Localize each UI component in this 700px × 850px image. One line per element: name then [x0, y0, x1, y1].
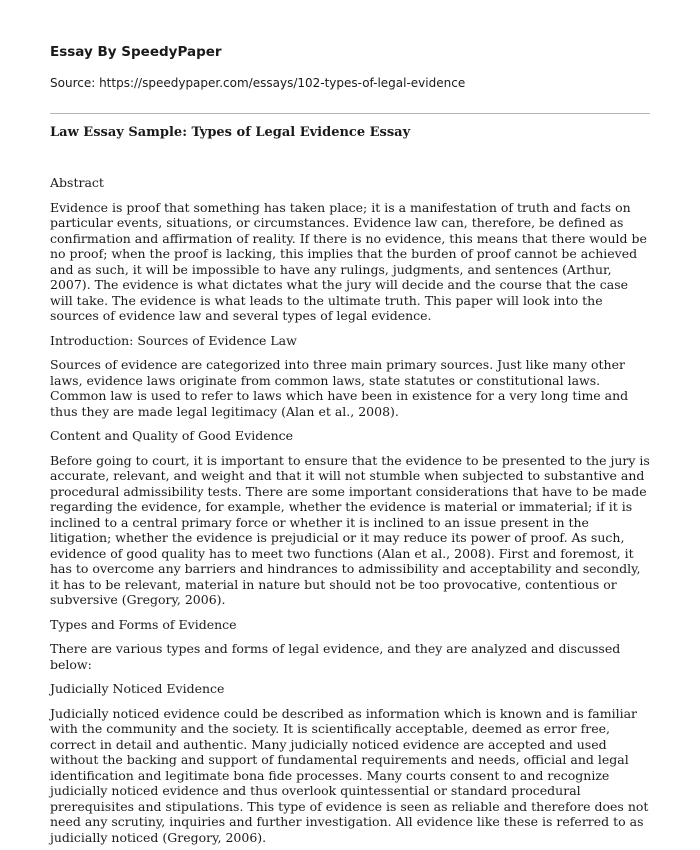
section-judicially-noticed: [50, 681, 650, 845]
section-paragraph: There are various types and forms of legal evidence, and they are analyzed and discussed below:: [50, 641, 621, 672]
section-heading: Content and Quality of Good Evidence: [50, 428, 294, 443]
header-divider: [50, 113, 650, 114]
document-header: [50, 0, 650, 91]
section-paragraph: Judicially noticed evidence could be described as information which is known and is familiar with the community and the society. It is scientifically acceptable, deemed as error free, correct in detail and authentic. Many judicially noticed evidence are accepted and used without the backing and support of fundamental requirements and needs, official and legal identification and legitimate bona fide processes. Many courts consent to and recognize judicially noticed evidence and thus overlook quintessential or standard procedural prerequisites and stipulations. This type of evidence is seen as reliable and therefore does not need any scrutiny, inquiries and further investigation. All evidence like these is referred to as judicially noticed (Gregory, 2006).: [50, 705, 649, 845]
section-abstract: [50, 175, 650, 324]
section-types-forms: [50, 617, 650, 673]
site-title: Essay By SpeedyPaper: [50, 44, 222, 60]
essay-title: Law Essay Sample: Types of Legal Evidence Essay: [50, 125, 411, 140]
section-heading: Types and Forms of Evidence: [50, 616, 237, 632]
section-paragraph: Evidence is proof that something has taken place; it is a manifestation of truth and facts on particular events, situations, or circumstances. Evidence law can, therefore, be defined as confirmation and affirmation of reality. If there is no evidence, this means that there would be no proof; when the proof is lacking, this implies that the burden of proof cannot be achieved and as such, it will be impossible to have any rulings, judgments, and sentences (Arthur, 2007). The evidence is what dictates what the jury will decide and the course that the case will take. The evidence is what leads to the ultimate truth. This paper will look into the sources of evidence law and several types of legal evidence.: [50, 199, 647, 323]
section-heading: Introduction: Sources of Evidence Law: [50, 332, 297, 348]
section-content-quality: [50, 428, 650, 608]
section-introduction: [50, 333, 650, 420]
section-heading: Judicially Noticed Evidence: [50, 681, 225, 696]
section-paragraph: Sources of evidence are categorized into three main primary sources. Just like many other laws, evidence laws originate from common laws, state statutes or constitutional laws. Common law is used to refer to laws which have been in existence for a very long time and thus they are made legal legitimacy (Alan et al., 2008).: [50, 357, 629, 419]
section-heading: Abstract: [50, 175, 104, 190]
source-line: Source: https://speedypaper.com/essays/102-types-of-legal-evidence: [50, 76, 466, 90]
section-paragraph: Before going to court, it is important to ensure that the evidence to be presented to the jury is accurate, relevant, and weight and that it will not stumble when subjected to substantive and procedural admissibility tests. There are some important considerations that have to be made regarding the evidence, for example, whether the evidence is material or immaterial; if it is inclined to a central primary force or whether it is inclined to an issue present in the litigation; whether the evidence is prejudicial or it may reduce its power of proof. As such, evidence of good quality has to meet two functions (Alan et al., 2008). First and foremost, it has to overcome any barriers and hindrances to admissibility and acceptability and secondly, it has to be relevant, material in nature but should not be too provocative, contentious or subversive (Gregory, 2006).: [50, 452, 650, 607]
